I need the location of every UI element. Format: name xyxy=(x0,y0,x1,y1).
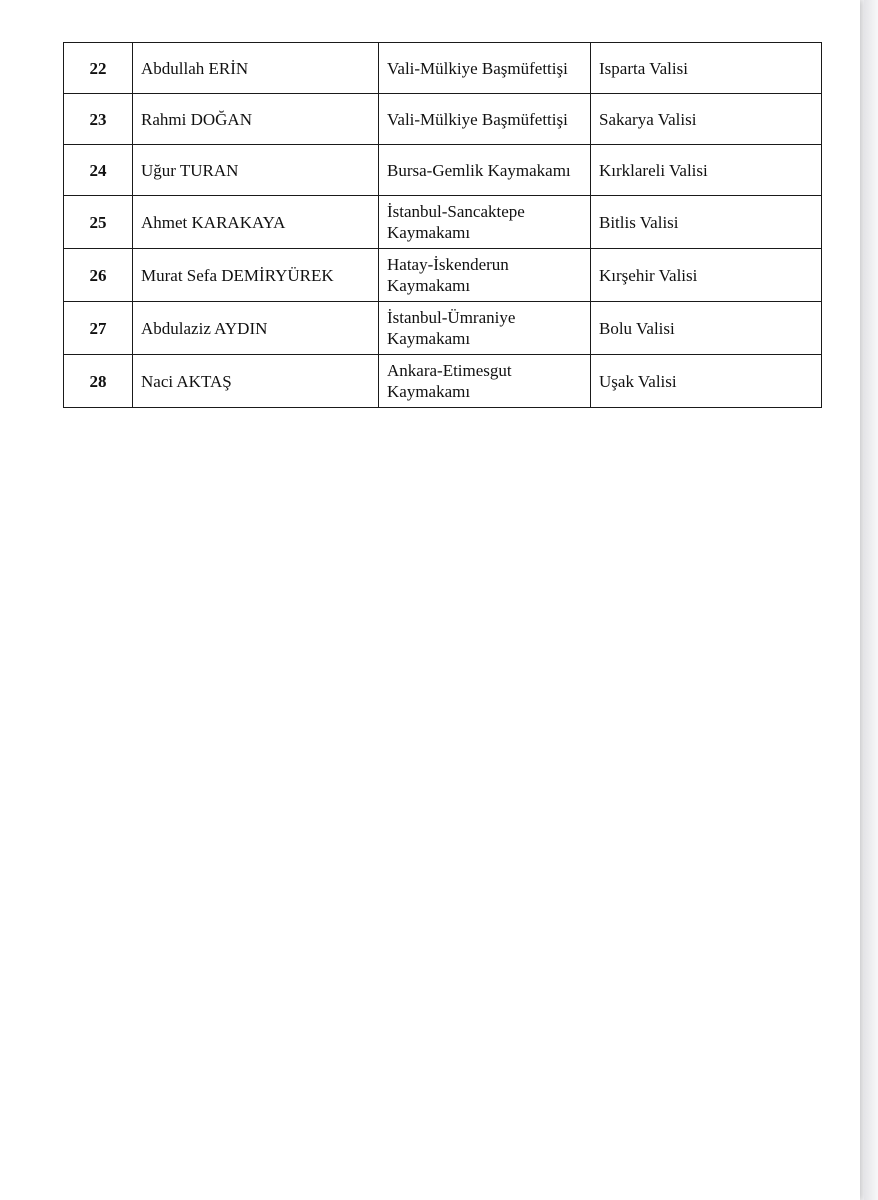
current-post-line: Kaymakamı xyxy=(387,223,471,242)
current-post xyxy=(379,43,591,94)
row-number: 27 xyxy=(64,302,133,355)
new-post: Bolu Valisi xyxy=(591,302,822,355)
table-row xyxy=(64,43,822,94)
appointments-table xyxy=(63,42,822,408)
row-number: 28 xyxy=(64,355,133,408)
current-post-line: Ankara-Etimesgut xyxy=(387,361,512,380)
row-number: 26 xyxy=(64,249,133,302)
person-name: Ahmet KARAKAYA xyxy=(133,196,379,249)
new-post: Isparta Valisi xyxy=(591,43,822,94)
new-post: Uşak Valisi xyxy=(591,355,822,408)
current-post-line: İstanbul-Sancaktepe xyxy=(387,202,525,221)
person-name: Naci AKTAŞ xyxy=(133,355,379,408)
current-post-line: İstanbul-Ümraniye xyxy=(387,308,516,327)
table-row xyxy=(64,249,822,302)
person-name: Rahmi DOĞAN xyxy=(133,94,379,145)
current-post xyxy=(379,196,591,249)
current-post-line: Kaymakamı xyxy=(387,276,471,295)
new-post: Kırklareli Valisi xyxy=(591,145,822,196)
person-name: Abdullah ERİN xyxy=(133,43,379,94)
new-post: Bitlis Valisi xyxy=(591,196,822,249)
current-post-line: Vali-Mülkiye Başmüfettişi xyxy=(387,109,568,129)
person-name: Abdulaziz AYDIN xyxy=(133,302,379,355)
current-post xyxy=(379,249,591,302)
new-post: Sakarya Valisi xyxy=(591,94,822,145)
current-post-line: Kaymakamı xyxy=(387,382,471,401)
current-post xyxy=(379,302,591,355)
current-post xyxy=(379,94,591,145)
table-row xyxy=(64,196,822,249)
table-row xyxy=(64,145,822,196)
table-row xyxy=(64,355,822,408)
current-post-line: Bursa-Gemlik Kaymakamı xyxy=(387,160,571,180)
row-number: 23 xyxy=(64,94,133,145)
page-edge xyxy=(864,0,878,1200)
new-post: Kırşehir Valisi xyxy=(591,249,822,302)
table-row xyxy=(64,94,822,145)
row-number: 25 xyxy=(64,196,133,249)
current-post-line: Hatay-İskenderun xyxy=(387,255,509,274)
row-number: 22 xyxy=(64,43,133,94)
current-post xyxy=(379,355,591,408)
person-name: Uğur TURAN xyxy=(133,145,379,196)
person-name: Murat Sefa DEMİRYÜREK xyxy=(133,249,379,302)
table-row xyxy=(64,302,822,355)
current-post xyxy=(379,145,591,196)
current-post-line: Vali-Mülkiye Başmüfettişi xyxy=(387,58,568,78)
row-number: 24 xyxy=(64,145,133,196)
current-post-line: Kaymakamı xyxy=(387,329,471,348)
